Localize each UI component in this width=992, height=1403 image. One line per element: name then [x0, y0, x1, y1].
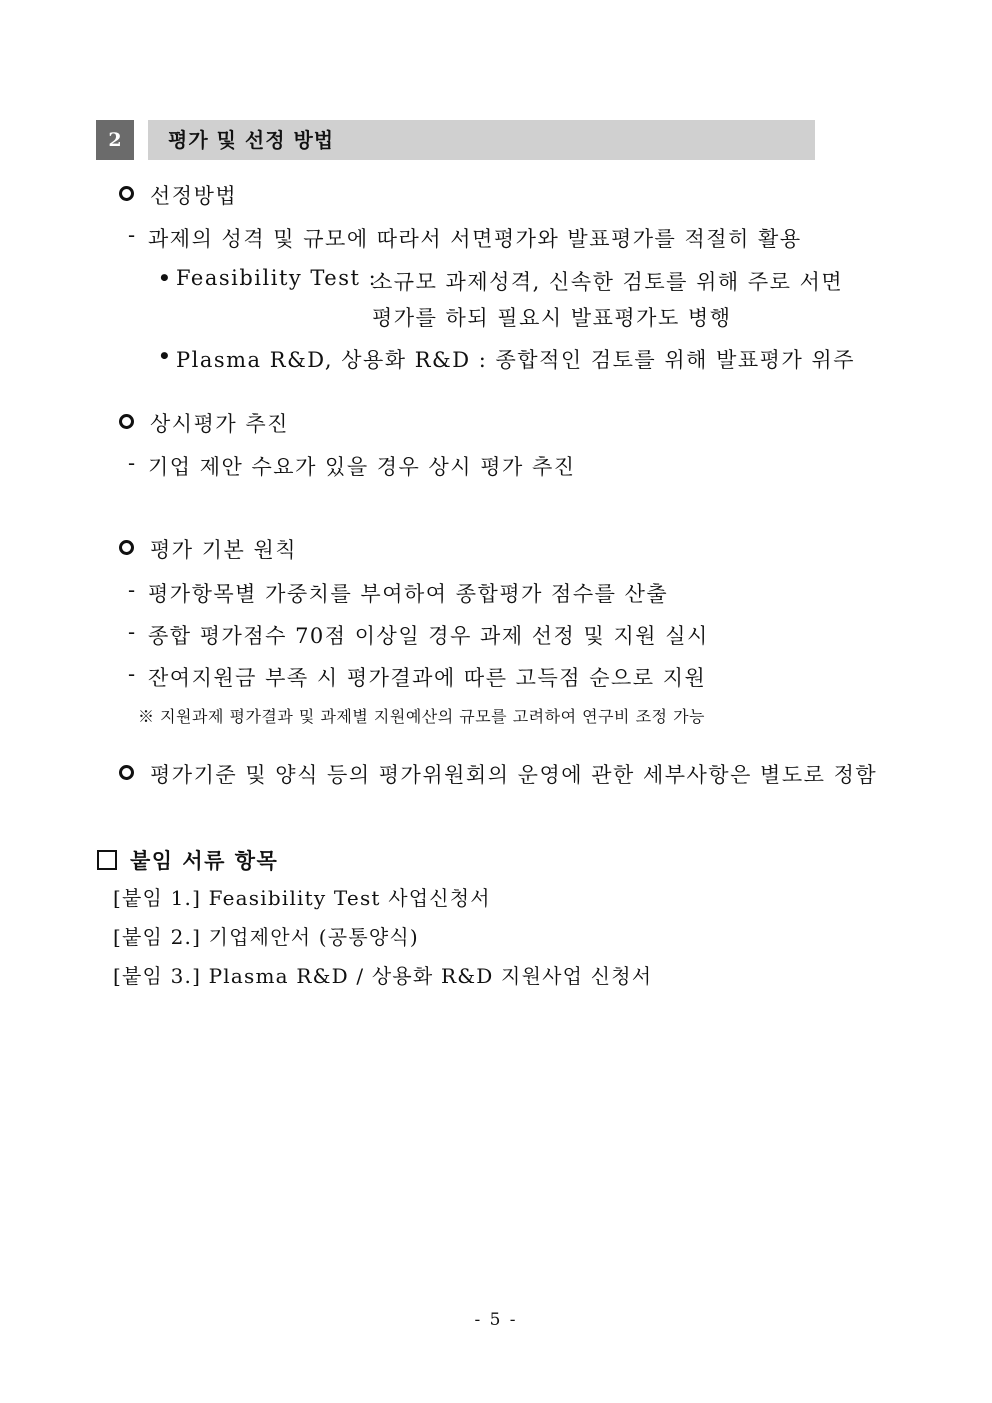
attachment-item: [붙임 1.] Feasibility Test 사업신청서: [113, 886, 491, 910]
principle-line: 잔여지원금 부족 시 평가결과에 따른 고득점 순으로 지원: [148, 666, 707, 690]
circle-bullet-icon: [119, 414, 134, 429]
dash-mark: -: [128, 662, 136, 686]
principle-line: 종합 평가점수 70점 이상일 경우 과제 선정 및 지원 실시: [148, 624, 709, 648]
section-number: 2: [96, 120, 134, 160]
dash-mark: -: [128, 620, 136, 644]
circle-bullet-icon: [119, 765, 134, 780]
attachments-title: 붙임 서류 항목: [130, 848, 279, 873]
principles-heading: 평가 기본 원칙: [150, 538, 298, 562]
dot-bullet-icon: •: [158, 266, 171, 290]
page-number: - 5 -: [474, 1310, 518, 1330]
circle-bullet-icon: [119, 540, 134, 555]
selection-line: 과제의 성격 및 규모에 따라서 서면평가와 발표평가를 적절히 활용: [148, 227, 802, 251]
budget-note: ※ 지원과제 평가결과 및 과제별 지원예산의 규모를 고려하여 연구비 조정 가능: [138, 707, 705, 726]
principle-line: 평가항목별 가중치를 부여하여 종합평가 점수를 산출: [148, 582, 669, 606]
criteria-heading: 평가기준 및 양식 등의 평가위원회의 운영에 관한 세부사항은 별도로 정함: [150, 763, 878, 787]
checkbox-square-icon: [97, 850, 117, 870]
bullet1-text-a: 소규모 과제성격, 신속한 검토를 위해 주로 서면: [372, 270, 844, 294]
always-line: 기업 제안 수요가 있을 경우 상시 평가 추진: [148, 455, 576, 479]
attachment-item: [붙임 2.] 기업제안서 (공통양식): [113, 925, 419, 949]
dash-mark: -: [128, 451, 136, 475]
section-title: 평가 및 선정 방법: [168, 128, 335, 152]
dash-mark: -: [128, 223, 136, 247]
circle-bullet-icon: [119, 186, 134, 201]
selection-heading: 선정방법: [150, 184, 238, 208]
dash-mark: -: [128, 578, 136, 602]
bullet1-label: Feasibility Test :: [176, 266, 378, 290]
bullet2-text: Plasma R&D, 상용화 R&D : 종합적인 검토를 위해 발표평가 위주: [176, 348, 855, 372]
dot-bullet-icon: •: [158, 344, 171, 368]
always-heading: 상시평가 추진: [150, 412, 289, 436]
attachment-item: [붙임 3.] Plasma R&D / 상용화 R&D 지원사업 신청서: [113, 964, 653, 988]
bullet1-text-b: 평가를 하되 필요시 발표평가도 병행: [372, 306, 732, 330]
